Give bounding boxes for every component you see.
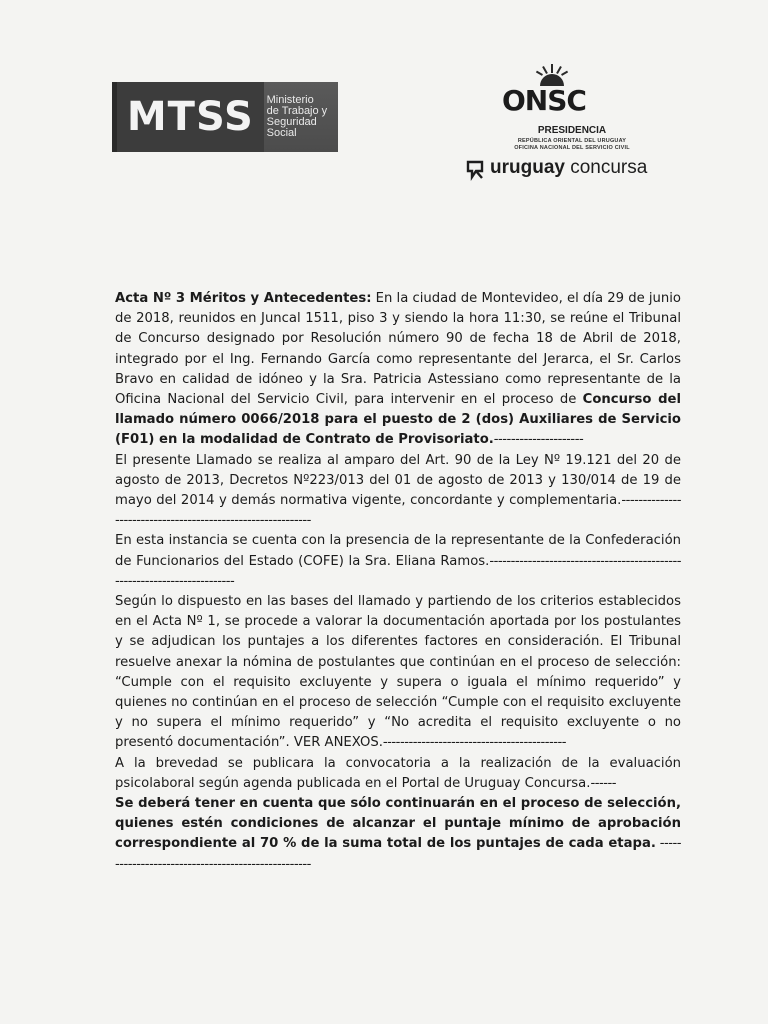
mtss-line-3: Seguridad: [266, 116, 317, 128]
oficina-label: OFICINA NACIONAL DEL SERVICIO CIVIL: [514, 145, 630, 151]
dash-filler: ------------------------------------------------------------: [115, 493, 681, 529]
notice-text: Se deberá tener en cuenta que sólo continuarán en el proceso de selección, quienes estén condiciones de alcanzar el puntaje mínimo de aprobación correspondiente al 70 % de la suma total de los puntajes de cada etapa.: [115, 796, 681, 852]
paragraph-intro: [115, 289, 681, 451]
convocatoria-text: A la brevedad se publicara la convocatoria a la realización de la evaluación psicolaboral según agenda publicada en el Portal de Uruguay Concursa.: [115, 755, 681, 791]
intro-text: En la ciudad de Montevideo, el día 29 de junio de 2018, reunidos en Juncal 1511, piso 3 y siendo la hora 11:30, se reúne el Tribunal de Concurso designado por Resolución número 90 de fecha 18 de Abril de 2018, integrado por el Ing. Fernando García como representante del Jerarca, el Sr. Carlos Bravo en calidad de idóneo y la Sra. Patricia Astessiano como representante de la Oficina Nacional del Servicio Civil, para intervenir en el proceso de: [115, 291, 681, 408]
cofe-text: En esta instancia se cuenta con la presencia de la representante de la Confederación de Funcionarios del Estado (COFE) la Sra. Eliana Ramos.: [115, 533, 681, 569]
concurso-description: Concurso del llamado número 0066/2018 para el puesto de 2 (dos) Auxiliares de Servicio (F01) en la modalidad de Contrato de Provisoriato.: [115, 392, 681, 448]
dash-filler: -------------------------------------------: [382, 735, 567, 751]
republica-label: REPÚBLICA ORIENTAL DEL URUGUAY: [517, 138, 627, 144]
paragraph-cofe: [115, 531, 681, 592]
brand-light: concursa: [564, 157, 648, 178]
dash-filler: ------: [590, 775, 617, 791]
onsc-wordmark: ONSC: [502, 84, 586, 117]
mtss-ministry-name: [264, 82, 338, 152]
dash-filler: ---------------------: [493, 432, 584, 448]
brand-bold: uruguay: [490, 157, 565, 178]
dash-filler: ---------------------------------------------------: [115, 836, 681, 872]
mtss-logo-block: [112, 82, 264, 152]
paragraph-notice: [115, 794, 681, 875]
paragraph-legal-basis: [115, 451, 681, 532]
paragraph-convocatoria: [115, 754, 681, 794]
onsc-logo: [462, 64, 662, 194]
legal-basis-text: El presente Llamado se realiza al amparo del Art. 90 de la Ley Nº 19.121 del 20 de agosto de 2013, Decretos Nº223/013 del 01 de agosto de 2013 y 130/014 de 19 de mayo del 2014 y demás normativa vigente, concordante y complementaria.: [115, 452, 681, 509]
acta-body: [115, 289, 681, 875]
mtss-line-2: de Trabajo y: [266, 105, 328, 117]
evaluation-text: Según lo dispuesto en las bases del llamado y partiendo de los criterios establecidos en el Acta Nº 1, se procede a valorar la documentación aportada por los postulantes y se adjudican los puntajes a los diferentes factores en consideración. El Tribunal resuelve anexar la nómina de postulantes que continúan en el proceso de selección: “Cumple con el requisito excluyente y supera o iguala el mínimo requerido” y quienes no continúan en el proceso de selección “Cumple con el requisito excluyente y no supera el mínimo requerido” y “No acredita el requisito excluyente o no presentó documentación”. VER ANEXOS.: [115, 594, 681, 751]
paragraph-evaluation: [115, 592, 681, 754]
mtss-logo: [112, 82, 338, 152]
mtss-abbreviation: MTSS: [126, 94, 254, 140]
mtss-line-4: Social: [266, 127, 297, 139]
presidencia-label: PRESIDENCIA: [537, 125, 607, 136]
sun-emblem-icon: [532, 64, 572, 86]
dash-filler: -------------------------------------------------------------------------: [115, 553, 681, 589]
uruguay-concursa-brand: [490, 157, 647, 179]
mtss-line-1: Ministerio: [266, 94, 314, 106]
uruguay-concursa-icon: [465, 159, 487, 181]
acta-title: Acta Nº 3 Méritos y Antecedentes:: [115, 291, 372, 306]
